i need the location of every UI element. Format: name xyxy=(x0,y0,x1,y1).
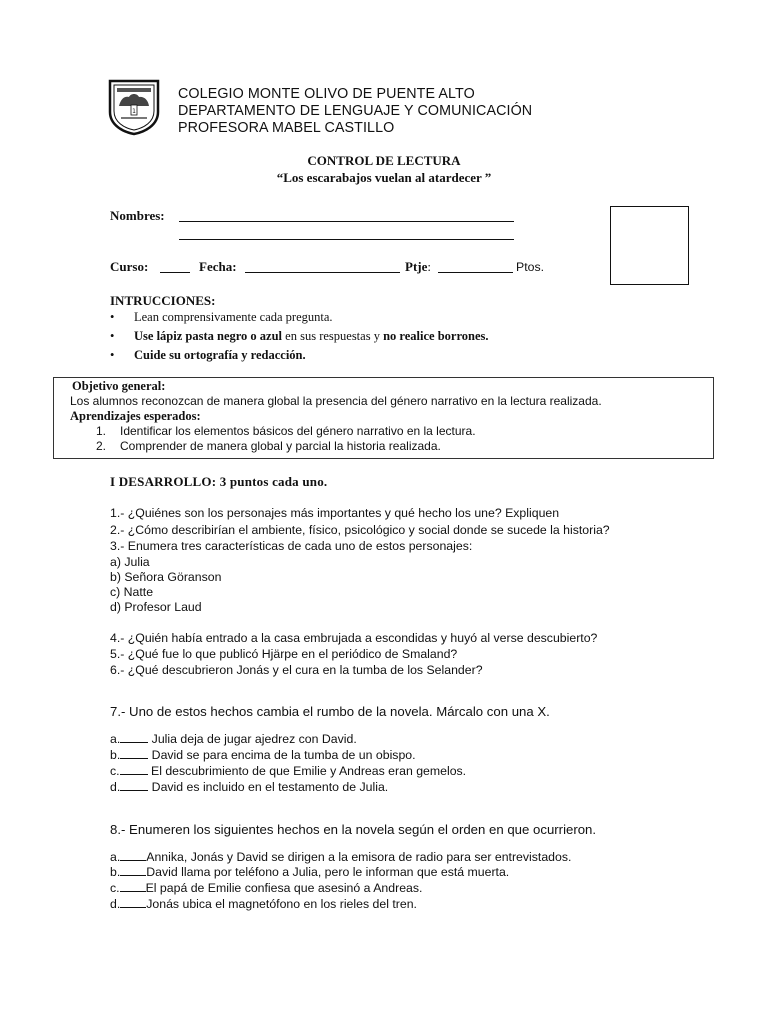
order-blank[interactable] xyxy=(120,896,146,908)
answer-blank[interactable] xyxy=(120,731,148,743)
option-text: Jonás ubica el magnetófono en los rieles del tren. xyxy=(146,897,417,911)
instruction-item xyxy=(110,327,489,346)
score-label xyxy=(405,259,431,275)
option-letter: c. xyxy=(110,881,120,895)
school-logo xyxy=(107,78,161,136)
q7-option xyxy=(110,763,466,778)
question-5: 5.- ¿Qué fue lo que publicó Hjärpe en el periódico de Smaland? xyxy=(110,647,458,661)
option-letter: a. xyxy=(110,732,121,746)
option-text: David llama por teléfono a Julia, pero le informan que está muerta. xyxy=(146,865,510,879)
bullet-icon: • xyxy=(110,329,115,343)
date-label: Fecha: xyxy=(199,259,237,274)
q7-option xyxy=(110,731,357,746)
q3-item: c) Natte xyxy=(110,585,154,599)
instruction-text-bold: no realice borrones. xyxy=(383,329,489,343)
course-label: Curso: xyxy=(110,259,149,274)
learning-item-text: Identificar los elementos básicos del género narrativo en la lectura. xyxy=(120,424,476,438)
answer-blank[interactable] xyxy=(120,779,148,791)
learning-heading: Aprendizajes esperados: xyxy=(70,409,201,423)
grade-box[interactable] xyxy=(610,206,689,285)
instruction-text: en sus respuestas y xyxy=(282,329,384,343)
q3-item: a) Julia xyxy=(110,555,150,569)
instruction-item xyxy=(110,308,489,327)
question-1: 1.- ¿Quiénes son los personajes más importantes y qué hecho los une? Expliquen xyxy=(110,506,560,520)
option-letter: a. xyxy=(110,850,121,864)
instructions-list xyxy=(110,308,489,365)
names-label: Nombres: xyxy=(110,208,165,223)
department-name: DEPARTAMENTO DE LENGUAJE Y COMUNICACIÓN xyxy=(178,103,533,119)
option-letter: d. xyxy=(110,780,121,794)
order-blank[interactable] xyxy=(120,880,146,892)
option-letter: d. xyxy=(110,897,121,911)
score-colon: : xyxy=(427,259,431,274)
option-letter: b. xyxy=(110,865,121,879)
option-text: Julia deja de jugar ajedrez con David. xyxy=(148,732,357,746)
option-letter: b. xyxy=(110,748,121,762)
instruction-text-bold: Use lápiz pasta negro o azul xyxy=(134,329,283,343)
names-line-1[interactable] xyxy=(179,221,514,222)
question-2: 2.- ¿Cómo describirían el ambiente, físico, psicológico y social donde se sucede la historia? xyxy=(110,523,610,537)
learning-item-num: 1. xyxy=(96,424,107,438)
q8-option xyxy=(110,864,509,879)
option-text: David se para encima de la tumba de un obispo. xyxy=(148,748,416,762)
names-line-2[interactable] xyxy=(179,239,514,240)
instructions-heading: INTRUCCIONES: xyxy=(110,293,216,308)
points-suffix: Ptos. xyxy=(516,260,545,274)
answer-blank[interactable] xyxy=(120,763,148,775)
school-name: COLEGIO MONTE OLIVO DE PUENTE ALTO xyxy=(178,86,475,102)
order-blank[interactable] xyxy=(120,849,146,861)
bullet-icon: • xyxy=(110,310,115,324)
option-letter: c. xyxy=(110,764,120,778)
question-4: 4.- ¿Quién había entrado a la casa embrujada a escondidas y huyó al verse descubierto? xyxy=(110,631,598,645)
objective-heading: Objetivo general: xyxy=(72,379,166,393)
option-text: David es incluido en el testamento de Julia. xyxy=(148,780,389,794)
option-text: El papá de Emilie confiesa que asesinó a Andreas. xyxy=(145,881,423,895)
school-crest-icon xyxy=(107,78,161,136)
q7-option xyxy=(110,779,388,794)
score-line[interactable] xyxy=(438,272,513,273)
answer-blank[interactable] xyxy=(120,747,148,759)
objective-box xyxy=(53,377,714,459)
bullet-icon: • xyxy=(110,348,115,362)
document-subtitle: “Los escarabajos vuelan al atardecer ” xyxy=(276,170,492,185)
learning-item-text: Comprender de manera global y parcial la historia realizada. xyxy=(120,439,441,453)
q8-option xyxy=(110,849,571,864)
q3-item: d) Profesor Laud xyxy=(110,600,202,614)
instruction-text-bold: Cuide su ortografía y redacción. xyxy=(134,348,306,362)
date-line[interactable] xyxy=(245,272,400,273)
q3-item: b) Señora Göranson xyxy=(110,570,222,584)
instruction-text: Lean comprensivamente cada pregunta. xyxy=(134,310,333,324)
option-text: Annika, Jonás y David se dirigen a la emisora de radio para ser entrevistados. xyxy=(146,850,572,864)
teacher-name: PROFESORA MABEL CASTILLO xyxy=(178,120,395,136)
document-title: CONTROL DE LECTURA xyxy=(307,153,461,168)
section-title: I DESARROLLO: 3 puntos cada uno. xyxy=(110,474,328,489)
svg-text:1: 1 xyxy=(132,108,136,115)
order-blank[interactable] xyxy=(120,864,146,876)
question-3: 3.- Enumera tres características de cada uno de estos personajes: xyxy=(110,539,473,553)
q8-option xyxy=(110,896,417,911)
learning-item-num: 2. xyxy=(96,439,107,453)
objective-text: Los alumnos reconozcan de manera global la presencia del género narrativo en la lectura realizada. xyxy=(70,394,602,408)
question-6: 6.- ¿Qué descubrieron Jonás y el cura en la tumba de los Selander? xyxy=(110,663,483,677)
question-7: 7.- Uno de estos hechos cambia el rumbo de la novela. Márcalo con una X. xyxy=(110,704,550,719)
course-line[interactable] xyxy=(160,272,190,273)
option-text: El descubrimiento de que Emilie y Andreas eran gemelos. xyxy=(147,764,467,778)
question-8: 8.- Enumeren los siguientes hechos en la novela según el orden en que ocurrieron. xyxy=(110,822,597,837)
q7-option xyxy=(110,747,416,762)
score-label-text: Ptje xyxy=(405,259,428,274)
q8-option xyxy=(110,880,422,895)
instruction-item xyxy=(110,346,489,365)
